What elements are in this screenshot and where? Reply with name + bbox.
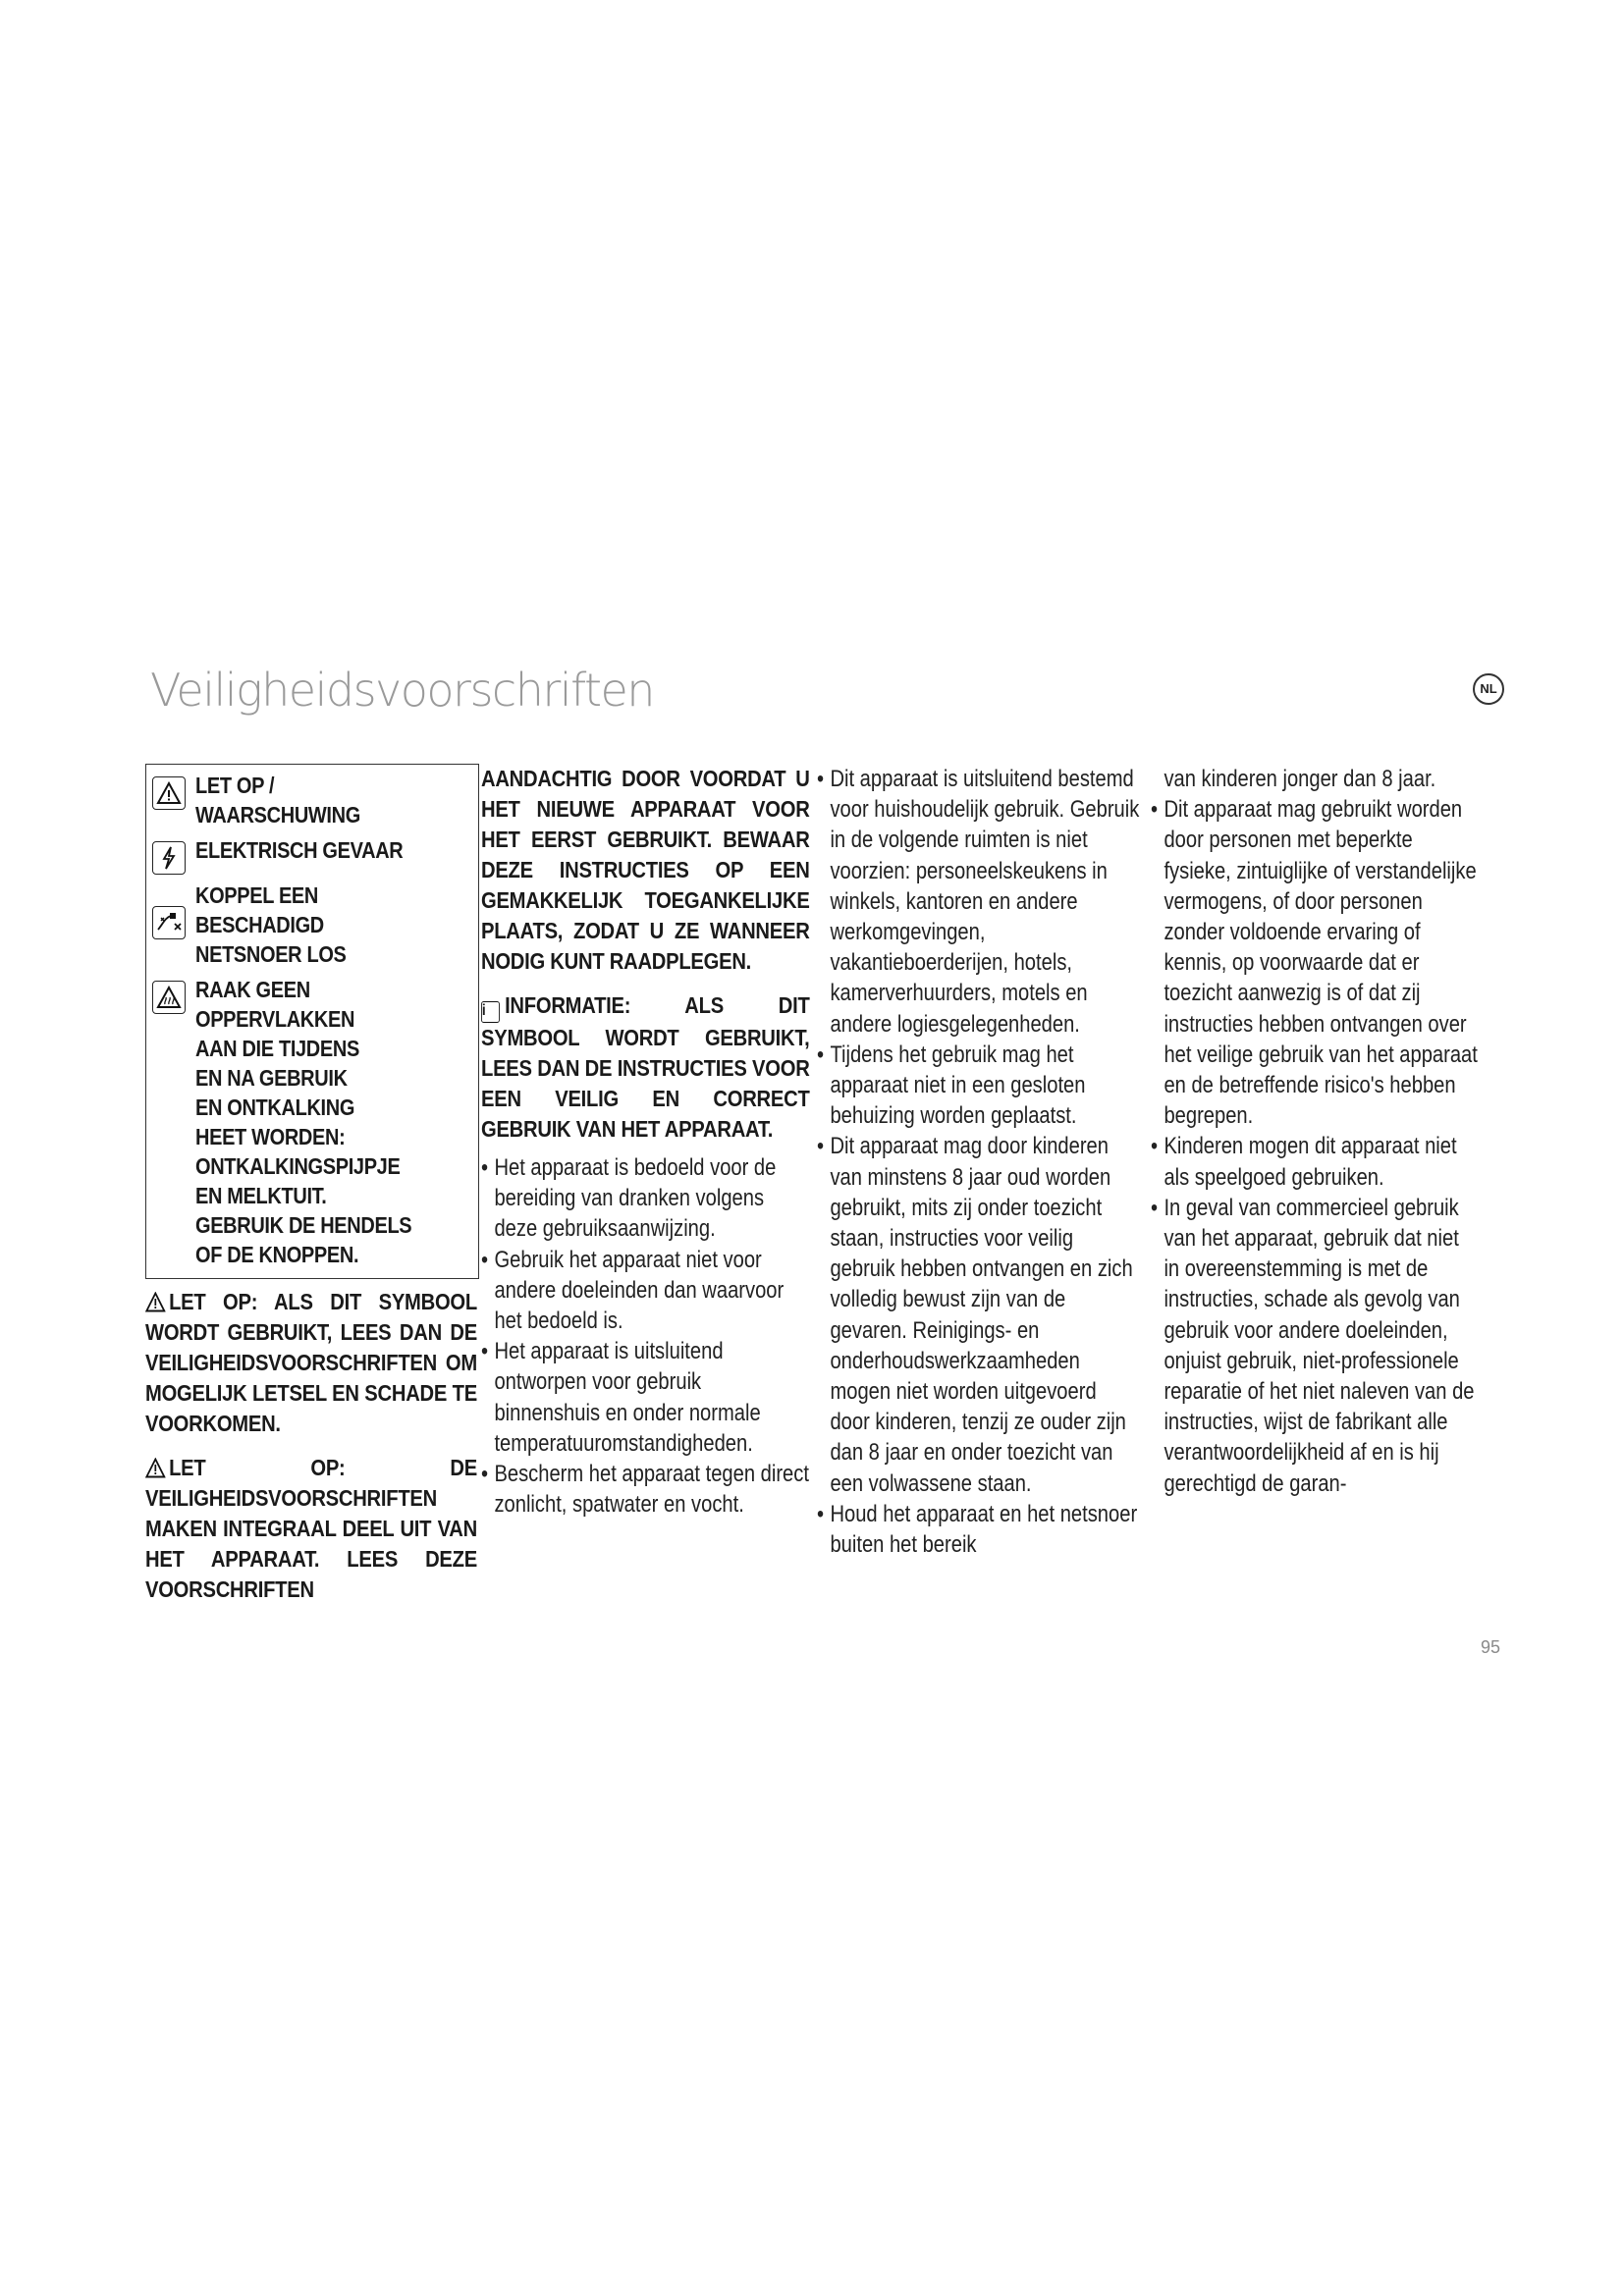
info-paragraph (481, 990, 810, 1145)
column-2 (481, 764, 810, 1520)
warning-paragraph-1 (145, 1287, 477, 1439)
info-text: INFORMATIE: ALS DIT SYMBOOL WORDT GEBRUIKT, LEES DAN DE INSTRUCTIES VOOR EEN VEILIG EN CORRECT GEBRUIK VAN HET APPARAAT. (481, 992, 810, 1142)
warning-triangle-icon (145, 1292, 166, 1312)
warning-paragraph-2 (145, 1453, 477, 1605)
page-title: Veiligheidsvoorschriften (150, 664, 654, 717)
language-badge: NL (1473, 673, 1504, 705)
warning-box-item (152, 881, 478, 969)
warning-box-item (152, 975, 478, 1269)
warning-box-line: RAAK GEEN (195, 977, 310, 1002)
warning-box-line: LET OP / (195, 773, 275, 798)
warning-box-line: GEBRUIK DE HENDELS (195, 1212, 412, 1238)
list-item: • Het apparaat is uitsluitend ontworpen voor gebruik binnenshuis en onder normale temperatuuromstandigheden. (481, 1336, 809, 1459)
unplug-damaged-cord-icon (152, 906, 186, 939)
warning-box-line: ELEKTRISCH GEVAAR (195, 837, 404, 863)
list-item-continuation: van kinderen jonger dan 8 jaar. (1164, 766, 1436, 792)
bullet-list (817, 764, 1141, 1560)
list-item: • Houd het apparaat en het netsnoer buiten het bereik (817, 1499, 1141, 1560)
list-item: • Dit apparaat mag door kinderen van minstens 8 jaar oud worden gebruikt, mits zij onder toezicht staan, instructies voor veilig gebruik hebben ontvangen en zich volledig bewust zijn van de gevaren. Reinigings- en onderhoudswerkzaamheden mogen niet worden uitgevoerd door kinderen, tenzij ze ouder zijn dan 8 jaar en onder toezicht van een volwassene staan. (817, 1131, 1141, 1498)
list-item: • Het apparaat is bedoeld voor de bereiding van dranken volgens deze gebruiksaanwijzing. (481, 1152, 809, 1245)
warning-text: LET OP: ALS DIT SYMBOOL WORDT GEBRUIKT, LEES DAN DE VEILIGHEIDSVOORSCHRIFTEN OM MOGELIJK LETSEL EN SCHADE TE VOORKOMEN. (145, 1289, 477, 1436)
column-4 (1151, 764, 1480, 1499)
bullet-list (481, 1152, 809, 1520)
warning-box-line: WAARSCHUWING (195, 802, 360, 828)
warning-box-line: HEET WORDEN: (195, 1124, 346, 1149)
column-3 (817, 764, 1141, 1560)
column-1 (145, 764, 481, 1605)
warning-box (145, 764, 479, 1279)
warning-box-line: AAN DIE TIJDENS (195, 1036, 359, 1061)
instructions-paragraph (481, 764, 810, 977)
warning-box-item (152, 771, 478, 829)
electric-hazard-icon (152, 841, 186, 875)
hot-surface-icon (152, 981, 186, 1014)
list-item: • Dit apparaat is uitsluitend bestemd voor huishoudelijk gebruik. Gebruik in de volgende ruimten is niet voorzien: personeelskeukens in winkels, kantoren en andere werkomgevingen, vakantieboerderijen, hotels, kamerverhuurders, motels en andere logiesgelegenheden. (817, 764, 1141, 1040)
warning-box-line: OF DE KNOPPEN. (195, 1242, 359, 1267)
warning-box-line: EN NA GEBRUIK (195, 1065, 348, 1091)
page-number: 95 (1481, 1637, 1501, 1657)
list-item: • Gebruik het apparaat niet voor andere doeleinden dan waarvoor het bedoeld is. (481, 1245, 809, 1337)
bullet-list (1151, 764, 1479, 1499)
warning-box-line: EN MELKTUIT. (195, 1183, 327, 1208)
list-item: • Bescherm het apparaat tegen direct zonlicht, spatwater en vocht. (481, 1459, 809, 1520)
warning-triangle-icon (145, 1458, 166, 1478)
info-icon: i (481, 1001, 500, 1023)
warning-box-line: KOPPEL EEN (195, 882, 319, 908)
list-item: • Kinderen mogen dit apparaat niet als speelgoed gebruiken. (1151, 1131, 1479, 1192)
list-item: • Tijdens het gebruik mag het apparaat niet in een gesloten behuizing worden geplaatst. (817, 1040, 1141, 1132)
list-item: • Dit apparaat mag gebruikt worden door personen met beperkte fysieke, zintuiglijke of verstandelijke vermogens, of door personen zonder voldoende ervaring of kennis, op voorwaarde dat er toezicht aanwezig is of dat zij instructies hebben ontvangen over het veilige gebruik van het apparaat en de betreffende risico's hebben begrepen. (1151, 794, 1479, 1131)
warning-box-line: ONTKALKINGSPIJPJE (195, 1153, 401, 1179)
warning-box-item (152, 835, 478, 875)
list-item: • In geval van commercieel gebruik van het apparaat, gebruik dat niet in overeenstemming is met de instructies, schade als gevolg van gebruik voor andere doeleinden, onjuist gebruik, niet-professionele reparatie of het niet naleven van de instructies, wijst de fabrikant alle verantwoordelijkheid af en is hij gerechtigd de garan- (1151, 1193, 1479, 1499)
warning-box-line: BESCHADIGD (195, 912, 324, 937)
instructions-text: AANDACHTIG DOOR VOORDAT U HET NIEUWE APPARAAT VOOR HET EERST GEBRUIKT. BEWAAR DEZE INSTRUCTIES OP EEN GEMAKKELIJK TOEGANKELIJKE PLAATS, ZODAT U ZE WANNEER NODIG KUNT RAADPLEGEN. (481, 766, 810, 974)
warning-box-line: NETSNOER LOS (195, 941, 347, 967)
warning-triangle-icon (152, 776, 186, 810)
warning-box-line: EN ONTKALKING (195, 1095, 355, 1120)
warning-text: LET OP: DE VEILIGHEIDSVOORSCHRIFTEN MAKEN INTEGRAAL DEEL UIT VAN HET APPARAAT. LEES DEZE VOORSCHRIFTEN (145, 1455, 477, 1602)
warning-box-line: OPPERVLAKKEN (195, 1006, 355, 1032)
